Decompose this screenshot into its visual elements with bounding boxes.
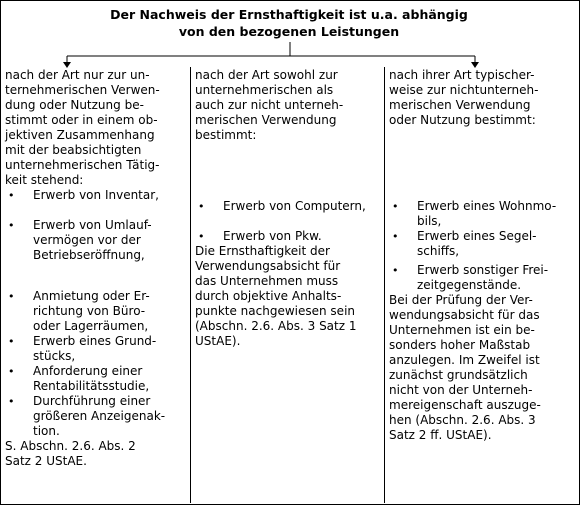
item-line: richtung von Büro- — [33, 304, 146, 318]
intro-line: ternehmerischen Verwen- — [5, 83, 160, 97]
column-explanation — [389, 293, 575, 443]
column-intro — [5, 68, 187, 188]
title-line-1: Der Nachweis der Ernsthaftigkeit ist u.a. abhängig — [110, 7, 468, 22]
explanation-line: Bei der Prüfung der Ver- — [389, 293, 533, 307]
explanation-line: Die Ernsthaftigkeit der — [195, 244, 330, 258]
column-private-use — [389, 68, 575, 443]
explanation-line: Verwendungsabsicht für — [195, 259, 341, 273]
item-line: stücks, — [33, 349, 76, 363]
column-business-use — [5, 68, 187, 469]
item-line: Anmietung oder Er- — [33, 289, 150, 303]
list-item — [195, 229, 381, 244]
explanation-line: das Unternehmen muss — [195, 274, 339, 288]
item-line: Erwerb eines Segel- — [417, 229, 537, 243]
list-item — [389, 263, 575, 293]
item-line: Anforderung einer — [33, 364, 143, 378]
column-divider-2 — [384, 67, 385, 503]
intro-line: weise zur nichtunterneh- — [389, 83, 539, 97]
list-item — [389, 199, 575, 229]
explanation-line: sonders hoher Maßstab — [389, 338, 531, 352]
item-line: Betriebseröffnung, — [33, 248, 145, 262]
intro-line: unternehmerischen Tätig- — [5, 158, 160, 172]
list-item — [5, 188, 187, 203]
intro-line: oder Nutzung bestimmt: — [389, 113, 536, 127]
bullet-icon: • — [8, 365, 15, 378]
list-item — [195, 199, 381, 214]
bullet-icon: • — [8, 219, 15, 232]
item-line: Erwerb eines Grund- — [33, 334, 157, 348]
item-line: Rentabilitätsstudie, — [33, 379, 150, 393]
explanation-line: zunächst grundsätzlich — [389, 368, 528, 382]
intro-line: bestimmt: — [195, 128, 257, 142]
intro-line: unternehmerischen als — [195, 83, 334, 97]
column-intro — [389, 68, 575, 128]
bullet-icon: • — [8, 335, 15, 348]
item-line: Erwerb von Umlauf- — [33, 218, 152, 232]
bullet-icon: • — [198, 200, 205, 213]
item-line: oder Lagerräumen, — [33, 319, 149, 333]
intro-line: merischen Verwendung — [389, 98, 531, 112]
explanation-line: Unternehmen ist ein be- — [389, 323, 535, 337]
list-item — [5, 394, 187, 439]
column-explanation — [195, 244, 381, 349]
item-line: zeitgegenstände. — [417, 278, 522, 292]
intro-line: nach der Art nur zur un- — [5, 68, 150, 82]
bullet-icon: • — [392, 200, 399, 213]
explanation-line: mereigenschaft auszuge- — [389, 398, 541, 412]
list-item — [5, 334, 187, 364]
explanation-line: (Abschn. 2.6. Abs. 3 Satz 1 — [195, 319, 357, 333]
column-intro — [195, 68, 381, 143]
explanation-line: UStAE). — [195, 334, 241, 348]
reference-line: S. Abschn. 2.6. Abs. 2 — [5, 439, 136, 453]
intro-line: mit der beabsichtigten — [5, 143, 142, 157]
intro-line: auch zur nicht unterneh- — [195, 98, 344, 112]
column-divider-1 — [190, 67, 191, 503]
item-line: Durchführung einer — [33, 394, 151, 408]
bullet-icon: • — [198, 230, 205, 243]
list-item — [389, 229, 575, 259]
bullet-icon: • — [8, 189, 15, 202]
bullet-icon: • — [8, 395, 15, 408]
item-line: bils, — [417, 214, 442, 228]
intro-line: nach der Art sowohl zur — [195, 68, 338, 82]
list-item — [5, 218, 187, 263]
item-line: Erwerb von Inventar, — [33, 188, 159, 202]
item-line: Erwerb sonstiger Frei- — [417, 263, 549, 277]
intro-line: nach ihrer Art typischer- — [389, 68, 535, 82]
bullet-icon: • — [8, 290, 15, 303]
column-mixed-use — [195, 68, 381, 349]
intro-line: keit stehend: — [5, 173, 84, 187]
example-list — [389, 199, 575, 293]
item-line: schiffs, — [417, 244, 460, 258]
explanation-line: nicht von der Unterneh- — [389, 383, 533, 397]
bullet-icon: • — [392, 264, 399, 277]
explanation-line: hen (Abschn. 2.6. Abs. 3 — [389, 413, 536, 427]
intro-line: merischen Verwendung — [195, 113, 337, 127]
item-line: Erwerb eines Wohnmo- — [417, 199, 557, 213]
title-line-2: von den bezogenen Leistungen — [178, 24, 400, 39]
explanation-line: Satz 2 ff. UStAE). — [389, 428, 492, 442]
intro-line: stimmt oder in einem ob- — [5, 113, 158, 127]
item-line: Erwerb von Computern, — [223, 199, 366, 213]
list-item — [5, 364, 187, 394]
explanation-line: wendungsabsicht für das — [389, 308, 540, 322]
list-item — [5, 289, 187, 334]
item-line: größeren Anzeigenak- — [33, 409, 166, 423]
reference-line: Satz 2 UStAE. — [5, 454, 87, 468]
intro-line: jektiven Zusammenhang — [5, 128, 155, 142]
column-reference — [5, 439, 187, 469]
explanation-line: durch objektive Anhalts- — [195, 289, 342, 303]
intro-line: dung oder Nutzung be- — [5, 98, 144, 112]
example-list — [5, 188, 187, 439]
bullet-icon: • — [392, 230, 399, 243]
example-list — [195, 199, 381, 244]
item-line: vermögen vor der — [33, 233, 141, 247]
explanation-line: punkte nachgewiesen sein — [195, 304, 356, 318]
explanation-line: anzulegen. Im Zweifel ist — [389, 353, 540, 367]
item-line: Erwerb von Pkw. — [223, 229, 322, 243]
item-line: tion. — [33, 424, 60, 438]
